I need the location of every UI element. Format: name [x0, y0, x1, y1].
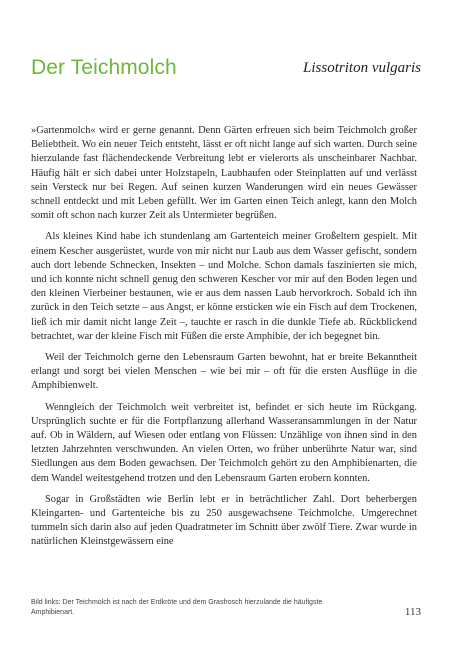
latin-species-name: Lissotriton vulgaris — [303, 60, 421, 76]
image-caption: Bild links: Der Teichmolch ist nach der Erdkröte und dem Grasfrosch hierzulande die häufigste Amphibienart. — [31, 599, 323, 616]
chapter-title: Der Teichmolch — [31, 56, 177, 79]
paragraph-3: Weil der Teichmolch gerne den Lebensraum Garten bewohnt, hat er breite Bekanntheit erlangt und sorgt bei vielen Menschen – wie bei mir – oft für die ersten Ausflüge in die Amphibienwelt. — [31, 352, 417, 392]
paragraph-5: Sogar in Großstädten wie Berlin lebt er in beträchtlicher Zahl. Dort beherbergen Kleingarten- und Gartenteiche bis zu 250 ausgewachsene Teichmolche. Umgerechnet tummeln sich darin also auf jeden Quadratmeter im Schnitt über zwölf Tiere. Zwar wurde in natürlichen Kleinstgewässern eine — [31, 493, 417, 548]
chapter-header — [31, 56, 421, 90]
paragraph-4: Wenngleich der Teichmolch weit verbreitet ist, befindet er sich heute im Rückgang. Ursprünglich suchte er für die Fortpflanzung allerhand Wasseransammlungen in der Natur auf. Ob in Wäldern, auf Wiesen oder entlang von Flüssen: Unzählige von ihnen sind in den letzten Jahrzehnten verschwunden. An vielen Orten, wo früher unberührte Natur war, sind Siedlungen aus dem Boden gewachsen. Der Teichmolch gehört zu den Amphibienarten, die dem Wandel weitestgehend trotzen und den Lebensraum Garten erobern konnten. — [31, 401, 417, 484]
paragraph-2: Als kleines Kind habe ich stundenlang am Gartenteich meiner Großeltern gespielt. Mit einem Kescher ausgerüstet, wurde von mir nicht nur Laub aus dem Wasser gefischt, sondern auch dort lebende Schnecken, Insekten – und Molche. Schon damals faszinierten sie mich, und ich konnte nicht schnell genug den schweren Kescher vor mir auf den Boden legen und den kleinen Vierbeiner bestaunen, wie er aus dem nassen Laub hervorkroch. Sobald ich ihn zurück in den Teich setzte – aus Angst, er könne ersticken wie ein Fisch auf dem Trockenen, ließ ich mir damit nicht lange Zeit –, tauchte er rasch in die dunkle Tiefe ab. Rückblickend betrachtet, war der kleine Fisch mit Füßen die erste Amphibie, der ich begegnet bin. — [31, 231, 417, 342]
body-text — [31, 124, 417, 550]
paragraph-1: »Gartenmolch« wird er gerne genannt. Denn Gärten erfreuen sich beim Teichmolch großer Beliebtheit. Wo ein neuer Teich entsteht, lässt er oft nicht lange auf sich warten. Durch seine hierzulande fast flächendeckende Verbreitung lebt er vielerorts als unscheinbarer Nachbar. Häufig hält er sich dabei unter Holzstapeln, Laubhaufen oder Steinplatten auf und verlässt sein Versteck nur bei Regen. Auf seinen kurzen Wanderungen wird ein neues Gewässer schnell entdeckt und mit Leben gefüllt. Wer im Garten einen Teich anlegt, kann den Molch somit oft schon nach kurzer Zeit als Untermieter begrüßen. — [31, 125, 417, 222]
page-number: 113 — [404, 606, 421, 618]
